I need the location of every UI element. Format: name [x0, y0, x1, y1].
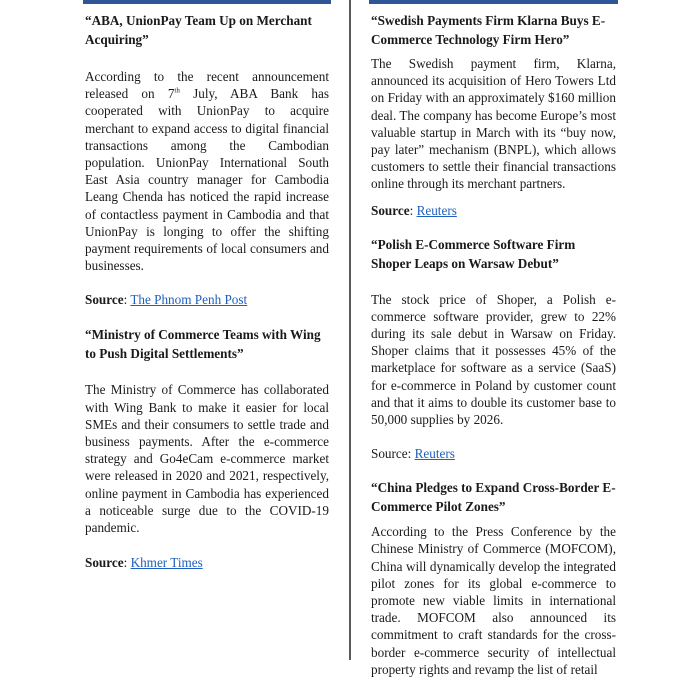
article-headline: “China Pledges to Expand Cross-Border E-Commerce Pilot Zones” [371, 480, 616, 515]
article-body: The Swedish payment firm, Klarna, announced its acquisition of Hero Towers Ltd on Friday with an approximately $160 million deal. The company has become Europe’s most valuable startup in March with its “buy now, pay later” mechanism (BNPL), which allows customers to settle their financial transactions online through its merchant partners. [371, 56, 616, 192]
column-divider [349, 0, 351, 660]
article-body: The Ministry of Commerce has collaborated with Wing Bank to make it easier for local SMEs and their consumers to settle trade and business payments. After the e-commerce strategy and Go4eCam e-commerce market were released in 2020 and 2021, respectively, online payment in Cambodia has experienced a noticeable surge due to the COVID-19 pandemic. [85, 382, 329, 536]
right-column [371, 0, 616, 678]
article-headline: “Polish E-Commerce Software Firm Shoper Leaps on Warsaw Debut” [371, 236, 576, 271]
source-link-reuters[interactable]: Reuters [414, 446, 455, 462]
article-body: According to the recent announcement released on 7th July, ABA Bank has cooperated with UnionPay to acquire merchant to expand access to digital financial transactions among the Cambodian population. UnionPay International South East Asia country manager for Cambodia Leang Chenda has noticed the rapid increase of contactless payment in Cambodia and that UnionPay is longing to offer the shifting payment requirements of local consumers and businesses. [85, 69, 329, 274]
article-body: According to the Press Conference by the Chinese Ministry of Commerce (MOFCOM), China will dynamically develop the integrated pilot zones for its global e-commerce to promote new viable limits in international trade. MOFCOM also announced its commitment to craft standards for the cross-border e-commerce security of intellectual property rights and revamp the list of retail [371, 524, 616, 677]
article-headline: “Ministry of Commerce Teams with Wing to Push Digital Settlements” [85, 327, 321, 362]
article-headline: “Swedish Payments Firm Klarna Buys E-Commerce Technology Firm Hero” [371, 13, 606, 47]
article-source: Source: The Phnom Penh Post [85, 292, 248, 308]
article-source: Source: Khmer Times [85, 555, 203, 571]
source-link-phnom-penh-post[interactable]: The Phnom Penh Post [130, 292, 248, 308]
article-aba-unionpay [85, 11, 329, 308]
article-ministry-wing [85, 325, 329, 571]
left-column [85, 0, 329, 571]
article-china-pilot-zones [371, 478, 616, 678]
article-shoper [371, 235, 616, 463]
article-headline: “ABA, UnionPay Team Up on Merchant Acquiring” [85, 13, 312, 47]
source-link-reuters[interactable]: Reuters [416, 202, 457, 218]
source-link-khmer-times[interactable]: Khmer Times [130, 555, 203, 571]
article-source: Source: Reuters [371, 446, 455, 462]
article-body: The stock price of Shoper, a Polish e-commerce software provider, grew to 22% during its sale debut in Warsaw on Friday. Shoper claims that it possesses 45% of the marketplace for software as a service (SaaS) for e-commerce in Poland by customer count and that it aims to double its customer base to 50,000 supplies by 2026. [371, 291, 616, 428]
article-klarna-hero [371, 11, 616, 219]
article-source: Source: Reuters [371, 202, 457, 218]
